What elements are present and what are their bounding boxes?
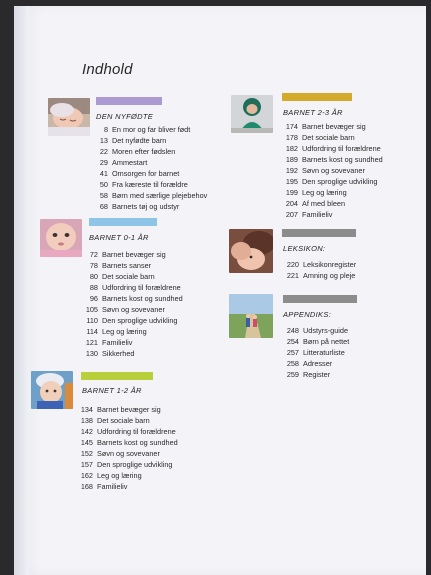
toc-entry: [73, 481, 178, 492]
toc-entry: [278, 154, 383, 165]
toc-entry-title: Leksikonregister: [303, 260, 357, 269]
toc-entry-title: Den sproglige udvikling: [102, 316, 178, 325]
baby-face-photo: [40, 219, 82, 257]
toc-page-number: 121: [85, 338, 98, 347]
toc-entry: [73, 470, 178, 481]
toc-entry: [90, 124, 207, 135]
toc-entry: [73, 415, 178, 426]
toc-entry-title: Børn på nettet: [303, 337, 350, 346]
toc-entry-title: Barnet bevæger sig: [302, 122, 366, 131]
sleeping-newborn-photo: [48, 98, 90, 136]
toc-page-number: 157: [80, 460, 93, 469]
toc-page-number: 248: [286, 326, 299, 335]
toc-page-number: 58: [99, 191, 108, 200]
toc-entry: [278, 165, 383, 176]
toc-list: [278, 121, 383, 220]
toc-entry-title: Det sociale barn: [302, 133, 355, 142]
toc-page-number: 78: [89, 261, 98, 270]
toc-entry: [279, 336, 349, 347]
toc-page-number: 114: [86, 327, 98, 336]
page-title: Indhold: [82, 61, 133, 78]
toc-entry-title: Omsorgen for barnet: [112, 169, 180, 178]
toc-entry-title: Udstyrs-guide: [303, 326, 349, 335]
toc-entry-title: Barnets kost og sundhed: [97, 438, 178, 447]
toc-list: [73, 404, 178, 492]
toc-page-number: 29: [99, 158, 108, 167]
toc-entry: [73, 426, 178, 437]
toc-page-number: 8: [103, 125, 108, 134]
section-color-bar: [96, 97, 162, 105]
toc-entry: [90, 168, 207, 179]
toc-page-number: 41: [99, 169, 108, 178]
toc-entry-title: Udfordring til forældrene: [97, 427, 176, 436]
toc-entry: [80, 282, 183, 293]
toc-entry-title: Fra kæreste til forældre: [112, 180, 188, 189]
section-color-bar: [282, 93, 352, 101]
toc-entry: [80, 315, 183, 326]
toc-entry-title: Barnets kost og sundhed: [102, 294, 183, 303]
toc-page-number: 259: [286, 370, 299, 379]
toc-page-number: 110: [86, 316, 98, 325]
toc-entry: [90, 146, 207, 157]
toc-entry: [80, 271, 183, 282]
toc-page-number: 162: [80, 471, 93, 480]
toc-entry: [73, 437, 178, 448]
toc-entry-title: Moren efter fødslen: [112, 147, 176, 156]
toc-entry: [80, 304, 183, 315]
toc-entry-title: Barnets kost og sundhed: [302, 155, 383, 164]
toc-page-number: 88: [89, 283, 98, 292]
section-title: BARNET 1-2 ÅR: [82, 386, 142, 395]
toc-entry-title: Det nyfødte barn: [112, 136, 167, 145]
toc-page-number: 130: [85, 349, 98, 358]
toc-list: [90, 124, 207, 212]
toc-entry-title: Barnets tøj og udstyr: [112, 202, 180, 211]
toc-entry: [90, 190, 207, 201]
toddler-hat-photo: [31, 371, 73, 409]
toc-entry-title: Søvn og sovevaner: [302, 166, 365, 175]
toc-entry-title: Det sociale barn: [102, 272, 155, 281]
toc-entry-title: Amning og pleje: [303, 271, 356, 280]
section-color-bar: [282, 229, 356, 237]
toc-page-number: 138: [80, 416, 93, 425]
toc-page-number: 145: [80, 438, 93, 447]
toc-entry: [80, 326, 183, 337]
section-color-bar: [81, 372, 153, 380]
toc-entry: [279, 270, 356, 281]
section-title: BARNET 0-1 ÅR: [89, 233, 149, 242]
toc-entry: [90, 157, 207, 168]
toc-page-number: 105: [85, 305, 98, 314]
toc-entry: [90, 135, 207, 146]
toc-page-number: 168: [80, 482, 93, 491]
toc-page-number: 22: [99, 147, 108, 156]
toc-list: [279, 325, 349, 380]
toc-entry: [80, 260, 183, 271]
toc-page-number: 207: [285, 210, 298, 219]
toc-page-number: 254: [286, 337, 299, 346]
toc-page-number: 13: [99, 136, 108, 145]
toc-page-number: 174: [285, 122, 298, 131]
toc-page-number: 199: [285, 188, 298, 197]
toc-page-number: 50: [99, 180, 108, 189]
toc-entry-title: Familieliv: [102, 338, 133, 347]
toc-page-number: 182: [285, 144, 298, 153]
toc-list: [80, 249, 183, 359]
toc-entry-title: Af med bleen: [302, 199, 345, 208]
section-title: APPENDIKS:: [283, 310, 332, 319]
toc-entry-title: Søvn og sovevaner: [97, 449, 160, 458]
toc-entry: [73, 448, 178, 459]
toc-entry: [278, 121, 383, 132]
toc-page-number: 257: [286, 348, 299, 357]
toc-entry-title: Familieliv: [302, 210, 333, 219]
section-title: LEKSIKON:: [283, 244, 326, 253]
toc-entry-title: Litteraturliste: [303, 348, 345, 357]
toc-page-number: 192: [285, 166, 298, 175]
toc-entry: [80, 337, 183, 348]
toc-entry-title: Leg og læring: [302, 188, 347, 197]
toc-entry-title: Register: [303, 370, 331, 379]
toc-entry: [278, 198, 383, 209]
toc-entry-title: Ammestart: [112, 158, 148, 167]
toc-entry-title: Barnet bevæger sig: [97, 405, 161, 414]
toc-page-number: 204: [285, 199, 298, 208]
toc-entry: [279, 259, 356, 270]
toc-entry-title: Barnets sanser: [102, 261, 152, 270]
toc-entry: [278, 143, 383, 154]
toc-page-number: 178: [285, 133, 298, 142]
toc-page-number: 142: [80, 427, 93, 436]
toc-page-number: 258: [286, 359, 299, 368]
toc-page-number: 134: [80, 405, 93, 414]
toc-entry: [73, 459, 178, 470]
toc-page-number: 221: [286, 271, 299, 280]
toc-page-number: 195: [285, 177, 298, 186]
children-walking-path-photo: [229, 294, 273, 338]
toc-entry: [80, 293, 183, 304]
toc-page-number: 220: [286, 260, 299, 269]
toc-entry-title: Den sproglige udvikling: [302, 177, 378, 186]
toc-entry-title: Udfordring til forældrene: [102, 283, 181, 292]
toc-entry: [73, 404, 178, 415]
toc-entry: [279, 358, 349, 369]
section-title: BARNET 2-3 ÅR: [283, 108, 343, 117]
toc-entry: [278, 132, 383, 143]
toc-entry: [278, 176, 383, 187]
toc-entry: [279, 369, 349, 380]
toc-entry-title: Barnet bevæger sig: [102, 250, 166, 259]
toc-entry-title: Sikkerhed: [102, 349, 135, 358]
toc-entry-title: En mor og far bliver født: [112, 125, 191, 134]
toc-entry: [278, 187, 383, 198]
page-gutter-shadow: [14, 6, 34, 575]
section-color-bar: [89, 218, 157, 226]
toc-entry: [90, 201, 207, 212]
toc-entry-title: Adresser: [303, 359, 333, 368]
toc-list: [279, 259, 356, 281]
section-title: DEN NYFØDTE: [96, 112, 154, 121]
toc-page-number: 80: [89, 272, 98, 281]
toc-entry-title: Familieliv: [97, 482, 128, 491]
toc-page-number: 189: [285, 155, 298, 164]
toc-entry-title: Den sproglige udvikling: [97, 460, 173, 469]
section-color-bar: [283, 295, 357, 303]
toc-entry: [279, 347, 349, 358]
toc-entry: [278, 209, 383, 220]
toc-entry-title: Leg og læring: [97, 471, 142, 480]
toc-page-number: 72: [89, 250, 98, 259]
toc-entry-title: Søvn og sovevaner: [102, 305, 165, 314]
toc-entry: [90, 179, 207, 190]
toc-entry-title: Det sociale barn: [97, 416, 150, 425]
toc-page-number: 96: [89, 294, 98, 303]
toc-page-number: 68: [99, 202, 108, 211]
toc-entry-title: Leg og læring: [102, 327, 147, 336]
toc-entry-title: Børn med særlige plejebehov: [112, 191, 208, 200]
toc-entry: [80, 348, 183, 359]
toc-entry: [80, 249, 183, 260]
toc-entry-title: Udfordring til forældrene: [302, 144, 381, 153]
mother-baby-closeup-photo: [229, 229, 273, 273]
toc-page-number: 152: [80, 449, 93, 458]
toc-entry: [279, 325, 349, 336]
child-green-hood-photo: [231, 95, 273, 133]
